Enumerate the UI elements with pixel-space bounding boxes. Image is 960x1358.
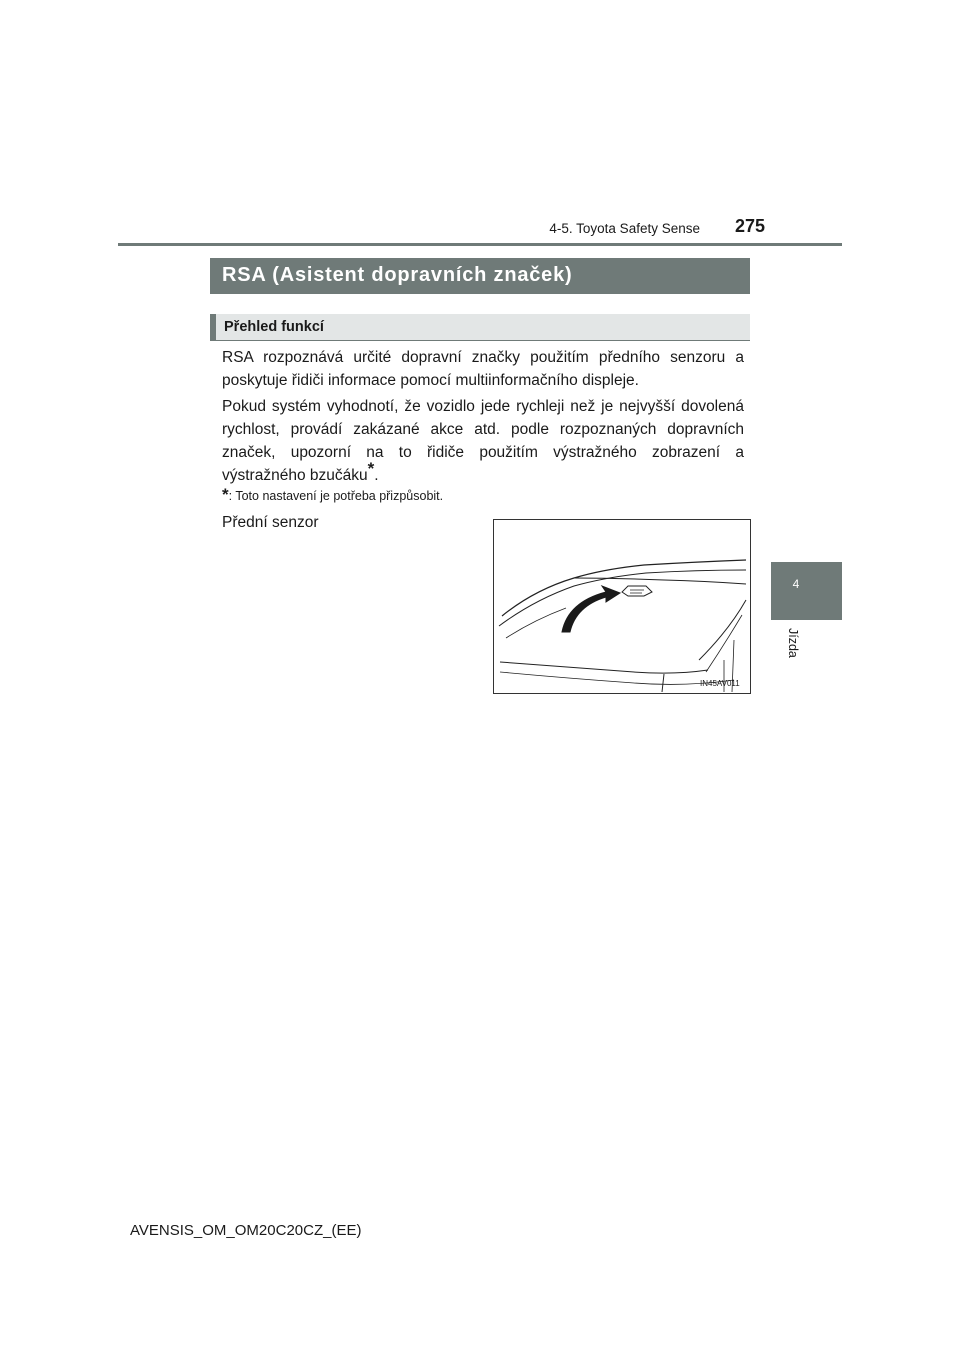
page-number: 275 [735, 216, 766, 236]
figure-caption: Přední senzor [222, 514, 319, 531]
footnote-text: : Toto nastavení je potřeba přizpůsobit. [228, 489, 444, 503]
windshield-drawing [494, 520, 750, 693]
sub-heading: Přehled funkcí [224, 319, 324, 335]
chapter-label [785, 628, 801, 668]
paragraph-warning-end: . [374, 467, 379, 484]
chapter-tab [771, 562, 842, 620]
windshield-sensor-illustration [493, 519, 751, 694]
paragraph-warning-text: Pokud systém vyhodnotí, že vozidlo jede rychleji než je nejvyšší dovolená rychlost, provádí zakázané akce atd. podle rozpoznaných dopravních značek, upozorní na to řidiče použitím výstražného zobrazení a výstražného bzučáku [222, 398, 744, 484]
paragraph-intro: RSA rozpoznává určité dopravní značky použitím předního senzoru a poskytuje řidiči informace pomocí multiinformačního displeje. [222, 349, 744, 389]
sub-heading-banner [210, 314, 750, 340]
chapter-label-text: Jízda [786, 628, 800, 658]
header-divider [118, 243, 842, 246]
footnote-star: * [222, 485, 229, 504]
figure-code: IN45AV011 [700, 679, 740, 688]
paragraph-warning [222, 395, 744, 487]
main-heading-banner [210, 258, 750, 294]
footer-doc-code: AVENSIS_OM_OM20C20CZ_(EE) [130, 1222, 362, 1239]
sub-heading-divider [210, 340, 750, 341]
footnote [222, 485, 443, 505]
main-heading: RSA (Asistent dopravních značek) [222, 264, 573, 286]
footnote-mark: * [367, 459, 375, 479]
chapter-number: 4 [792, 577, 800, 591]
section-path: 4-5. Toyota Safety Sense [549, 221, 700, 236]
